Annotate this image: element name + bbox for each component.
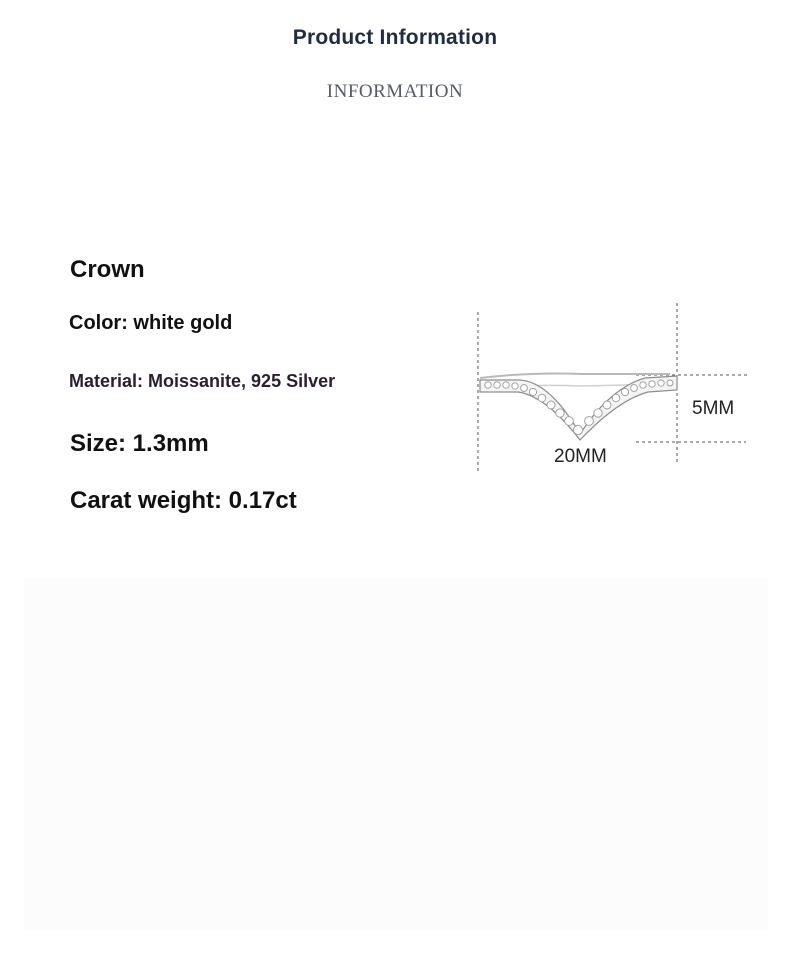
- product-material: Material: Moissanite, 925 Silver: [69, 371, 336, 391]
- product-size: Size: 1.3mm: [70, 430, 209, 457]
- ring-height-label: 5MM: [692, 398, 735, 419]
- ring-width-label: 20MM: [554, 446, 607, 467]
- page-title: Product Information: [292, 26, 498, 49]
- product-color: Color: white gold: [69, 312, 233, 334]
- page-subtitle: INFORMATION: [326, 81, 464, 102]
- product-carat-weight: Carat weight: 0.17ct: [70, 487, 297, 514]
- ring-icon: [480, 374, 677, 441]
- product-name: Crown: [70, 256, 145, 283]
- ring-diagram: [470, 300, 760, 480]
- bottom-panel: [24, 578, 768, 930]
